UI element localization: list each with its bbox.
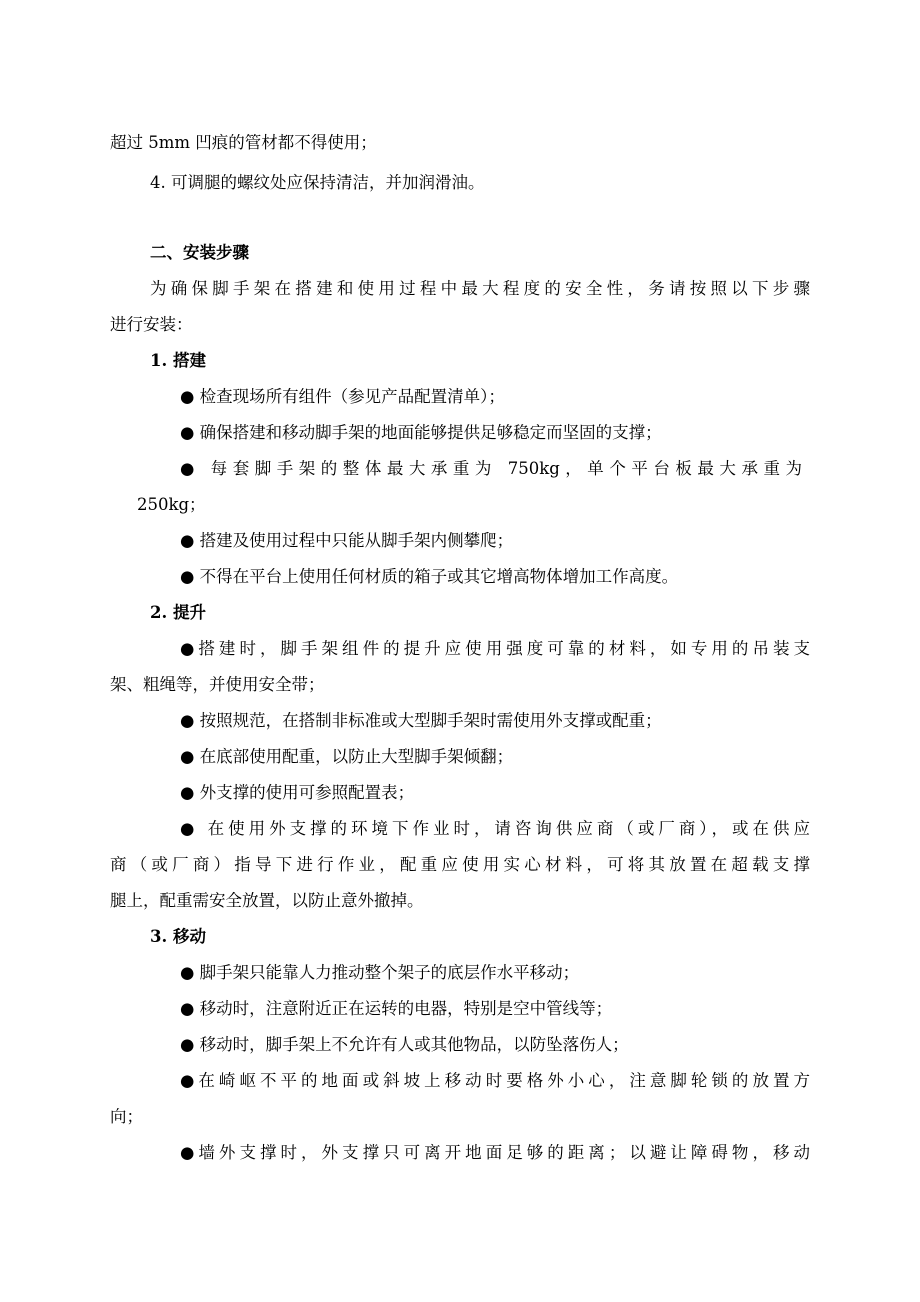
bullet-item: ● 每套脚手架的整体最大承重为 750kg，单个平台板最大承重为 (180, 459, 802, 478)
bullet-item: ● 脚手架只能靠人力推动整个架子的底层作水平移动； (180, 963, 580, 982)
subsection-heading: 1. 搭建 (150, 351, 206, 370)
bullet-item: ● 确保搭建和移动脚手架的地面能够提供足够稳定而坚固的支撑； (180, 423, 662, 442)
bullet-item: ● 在底部使用配重，以防止大型脚手架倾翻； (180, 747, 514, 766)
bullet-item: ● 不得在平台上使用任何材质的箱子或其它增高物体增加工作高度。 (180, 567, 679, 586)
bullet-item: ● 按照规范，在搭制非标准或大型脚手架时需使用外支撑或配重； (180, 711, 662, 730)
bullet-item: ● 检查现场所有组件（参见产品配置清单）； (180, 387, 505, 406)
paragraph-line: 进行安装： (110, 315, 193, 334)
bullet-item: ● 移动时，注意附近正在运转的电器，特别是空中管线等； (180, 999, 613, 1018)
bullet-item: ●在崎岖不平的地面或斜坡上移动时要格外小心，注意脚轮锁的放置方 (180, 1071, 810, 1090)
bullet-item-continued: 商（或厂商）指导下进行作业，配重应使用实心材料，可将其放置在超载支撑 (110, 855, 810, 874)
bullet-item-continued: 向； (110, 1107, 143, 1126)
section-heading: 二、安装步骤 (150, 243, 249, 262)
bullet-item-continued: 腿上，配重需安全放置，以防止意外撤掉。 (110, 891, 424, 910)
subsection-heading: 2. 提升 (150, 603, 206, 622)
paragraph-line: 为确保脚手架在搭建和使用过程中最大程度的安全性，务请按照以下步骤 (150, 279, 810, 298)
bullet-item: ● 移动时，脚手架上不允许有人或其他物品，以防坠落伤人； (180, 1035, 629, 1054)
bullet-item: ● 外支撑的使用可参照配置表； (180, 783, 415, 802)
text-line: 超过 5mm 凹痕的管材都不得使用； (110, 133, 377, 152)
bullet-item: ● 在使用外支撑的环境下作业时，请咨询供应商（或厂商），或在供应 (180, 819, 810, 838)
list-item: 4. 可调腿的螺纹处应保持清洁，并加润滑油。 (150, 173, 485, 192)
bullet-item-continued: 250kg； (137, 495, 206, 514)
bullet-item: ● 搭建及使用过程中只能从脚手架内侧攀爬； (180, 531, 514, 550)
bullet-item: ●搭建时，脚手架组件的提升应使用强度可靠的材料，如专用的吊装支 (180, 639, 810, 658)
subsection-heading: 3. 移动 (150, 927, 206, 946)
bullet-item: ●墙外支撑时，外支撑只可离开地面足够的距离；以避让障碍物，移动 (180, 1143, 810, 1162)
bullet-item-continued: 架、粗绳等，并使用安全带； (110, 675, 325, 694)
